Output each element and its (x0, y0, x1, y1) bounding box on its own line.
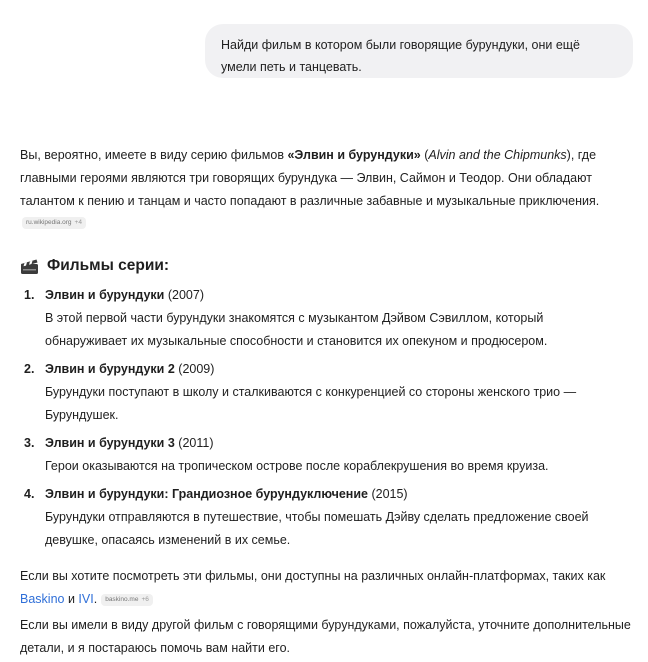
answer-intro (20, 144, 632, 213)
platforms-and: и (64, 592, 79, 606)
film-number: 2. (24, 362, 35, 376)
film-description: Герои оказываются на тропическом острове после кораблекрушения во время круиза. (45, 459, 549, 473)
film-title: Элвин и бурундуки (45, 288, 165, 302)
intro-paren-open: ( (420, 148, 429, 162)
platforms-text: Если вы хотите посмотреть эти фильмы, они доступны на различных онлайн-платформах, таких как (20, 569, 606, 583)
user-message-bubble (205, 24, 633, 78)
source-chip-wikipedia[interactable] (22, 217, 86, 229)
film-description: Бурундуки поступают в школу и сталкиваются с конкуренцией со стороны женского трио — Бурундушек. (45, 385, 577, 422)
intro-series-title: «Элвин и бурундуки» (287, 148, 421, 162)
intro-text-before: Вы, вероятно, имеете в виду серию фильмов (20, 148, 288, 162)
platforms-dot: . (93, 592, 98, 606)
film-number: 4. (24, 487, 35, 501)
film-description: В этой первой части бурундуки знакомятся с музыкантом Дэйвом Сэвиллом, который обнаруживает их музыкальные способности и становится их опекуном и продюсером. (45, 311, 548, 348)
intro-original-title: Alvin and the Chipmunks (428, 148, 567, 162)
film-year: (2011) (178, 436, 214, 450)
film-year: (2007) (167, 288, 204, 302)
film-number: 3. (24, 436, 35, 450)
film-title-line (45, 432, 214, 455)
platforms-paragraph (20, 565, 632, 611)
film-title: Элвин и бурундуки 2 (45, 362, 175, 376)
film-title: Элвин и бурундуки: Грандиозное бурундуключение (45, 487, 368, 501)
closing-paragraph: Если вы имели в виду другой фильм с говорящими бурундуками, пожалуйста, уточните дополнительные детали, и я постараюсь помочь вам найти его. (20, 618, 631, 655)
source-chip-baskino[interactable] (101, 594, 153, 606)
ivi-link[interactable]: IVI (78, 592, 94, 606)
clapperboard-icon (20, 258, 39, 275)
film-title-line (45, 358, 214, 381)
source-chip-domain: ru.wikipedia.org (26, 219, 72, 226)
intro-text-after: ), где главными героями являются три говорящих бурундука — Элвин, Саймон и Теодор. Они обладают талантом к пению и танцам и часто попадают в различные забавные и музыкальные приключения. (20, 148, 600, 208)
films-heading-text: Фильмы серии: (47, 257, 170, 274)
film-year: (2015) (371, 487, 408, 501)
source-chip-more: +4 (74, 219, 82, 226)
film-title: Элвин и бурундуки 3 (45, 436, 175, 450)
films-heading (20, 256, 169, 276)
film-year: (2009) (178, 362, 215, 376)
film-number: 1. (24, 288, 35, 302)
film-description: Бурундуки отправляются в путешествие, чтобы помешать Дэйву сделать предложение своей девушке, опасаясь изменений в их семье. (45, 510, 589, 547)
film-title-line (45, 284, 204, 307)
baskino-link[interactable]: Baskino (20, 592, 65, 606)
user-message-text: Найди фильм в котором были говорящие бурундуки, они ещё умели петь и танцевать. (221, 38, 581, 74)
source-chip-more: +6 (141, 595, 149, 603)
source-chip-domain: baskino.me (105, 595, 139, 603)
film-title-line (45, 483, 408, 506)
